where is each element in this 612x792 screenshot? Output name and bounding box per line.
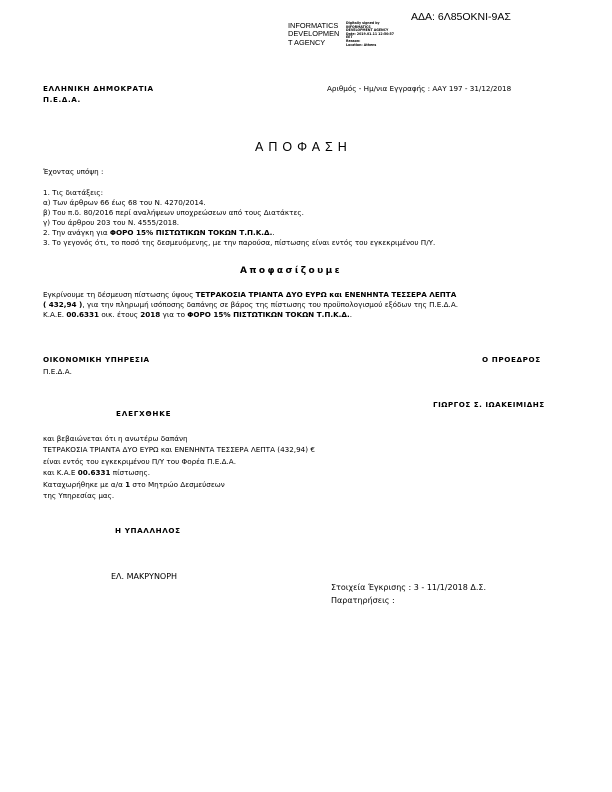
verified-heading: ΕΛΕΓΧΘΗΚΕ <box>116 409 172 418</box>
issuer-line-2: Π.Ε.Δ.Α. <box>43 95 81 104</box>
president-title: Ο ΠΡΟΕΔΡΟΣ <box>482 355 541 364</box>
approval-details: Στοιχεία Έγκρισης : 3 - 11/1/2018 Δ.Σ. <box>331 583 486 592</box>
verification-line-4: και Κ.Α.Ε 00.6331 πίστωσης. <box>43 468 151 478</box>
decision-line-2: ( 432,94 ), για την πληρωμή ισόποσης δαπάνης σε βάρος της πίστωσης του προϋπολογισμού εξόδων της Π.Ε.Δ.Α. <box>43 300 459 309</box>
signature-logo-text: INFORMATICS DEVELOPMEN T AGENCY <box>288 21 340 47</box>
verification-line-1: και βεβαιώνεται ότι η ανωτέρω δαπάνη <box>43 434 188 443</box>
ada-number: ΑΔΑ: 6Λ85ΟΚΝΙ-9ΑΣ <box>411 11 511 23</box>
employee-title: Η ΥΠΑΛΛΗΛΟΣ <box>115 526 181 535</box>
verification-line-5: Καταχωρήθηκε με α/α 1 στο Μητρώο Δεσμεύσεων <box>43 479 225 489</box>
consideration-1b: β) Του π.δ. 80/2016 περί αναλήψεων υποχρεώσεων από τους Διατάκτες. <box>43 208 304 217</box>
digital-signature-block <box>288 22 339 47</box>
financial-service-org: Π.Ε.Δ.Α. <box>43 367 72 376</box>
consideration-1a: α) Των άρθρων 66 έως 68 του Ν. 4270/2014. <box>43 198 206 207</box>
signature-details: Digitally signed by INFORMATICS DEVELOPMENT AGENCY Date: 2019.01.11 12:50:57 EET Reason: Location: Athens <box>346 21 394 47</box>
remarks-label: Παρατηρήσεις : <box>331 596 395 605</box>
verification-text <box>43 433 315 501</box>
decision-text <box>43 290 458 320</box>
intro-text: Έχοντας υπόψη : <box>43 167 104 176</box>
consideration-3: 3. Το γεγονός ότι, το ποσό της δεσμευόμενης, με την παρούσα, πίστωσης είναι εντός του εγκεκριμένου Π/Υ. <box>43 238 436 247</box>
consideration-1: 1. Τις διατάξεις: <box>43 188 104 197</box>
verification-line-6: της Υπηρεσίας μας. <box>43 491 115 501</box>
financial-service-title: ΟΙΚΟΝΟΜΙΚΗ ΥΠΗΡΕΣΙΑ <box>43 355 150 364</box>
issuer-line-1: ΕΛΛΗΝΙΚΗ ΔΗΜΟΚΡΑΤΙΑ <box>43 84 154 93</box>
verification-line-3: είναι εντός του εγκεκριμένου Π/Υ του Φορέα Π.Ε.Δ.Α. <box>43 456 236 466</box>
consideration-2: 2. Την ανάγκη για ΦΟΡΟ 15% ΠΙΣΤΩΤΙΚΩΝ ΤΟΚΩΝ Τ.Π.Κ.Δ.. <box>43 228 275 237</box>
decision-line-1: Εγκρίνουμε τη δέσμευση πίστωσης ύψους ΤΕΤΡΑΚΟΣΙΑ ΤΡΙΑΝΤΑ ΔΥΟ ΕΥΡΩ και ΕΝΕΝΗΝΤΑ ΤΕΣΣΕΡΑ ΛΕΠΤΑ <box>43 290 457 299</box>
decision-heading: Αποφασίζουμε <box>240 266 343 276</box>
consideration-1c: γ) Του άρθρου 203 του Ν. 4555/2018. <box>43 218 180 227</box>
page-title: ΑΠΟΦΑΣΗ <box>255 140 352 154</box>
verification-line-2: ΤΕΤΡΑΚΟΣΙΑ ΤΡΙΑΝΤΑ ΔΥΟ ΕΥΡΩ και ΕΝΕΝΗΝΤΑ ΤΕΣΣΕΡΑ ΛΕΠΤΑ (432,94) € <box>43 445 315 455</box>
considerations-list <box>43 188 435 248</box>
registry-number: Αριθμός - Ημ/νια Εγγραφής : ΑΑΥ 197 - 31/12/2018 <box>327 84 512 93</box>
decision-line-3: Κ.Α.Ε. 00.6331 οικ. έτους 2018 για το ΦΟΡΟ 15% ΠΙΣΤΩΤΙΚΩΝ ΤΟΚΩΝ Τ.Π.Κ.Δ.. <box>43 310 352 319</box>
employee-name: ΕΛ. ΜΑΚΡΥΝΟΡΗ <box>111 572 178 581</box>
president-name: ΓΙΩΡΓΟΣ Σ. ΙΩΑΚΕΙΜΙΔΗΣ <box>433 400 545 409</box>
